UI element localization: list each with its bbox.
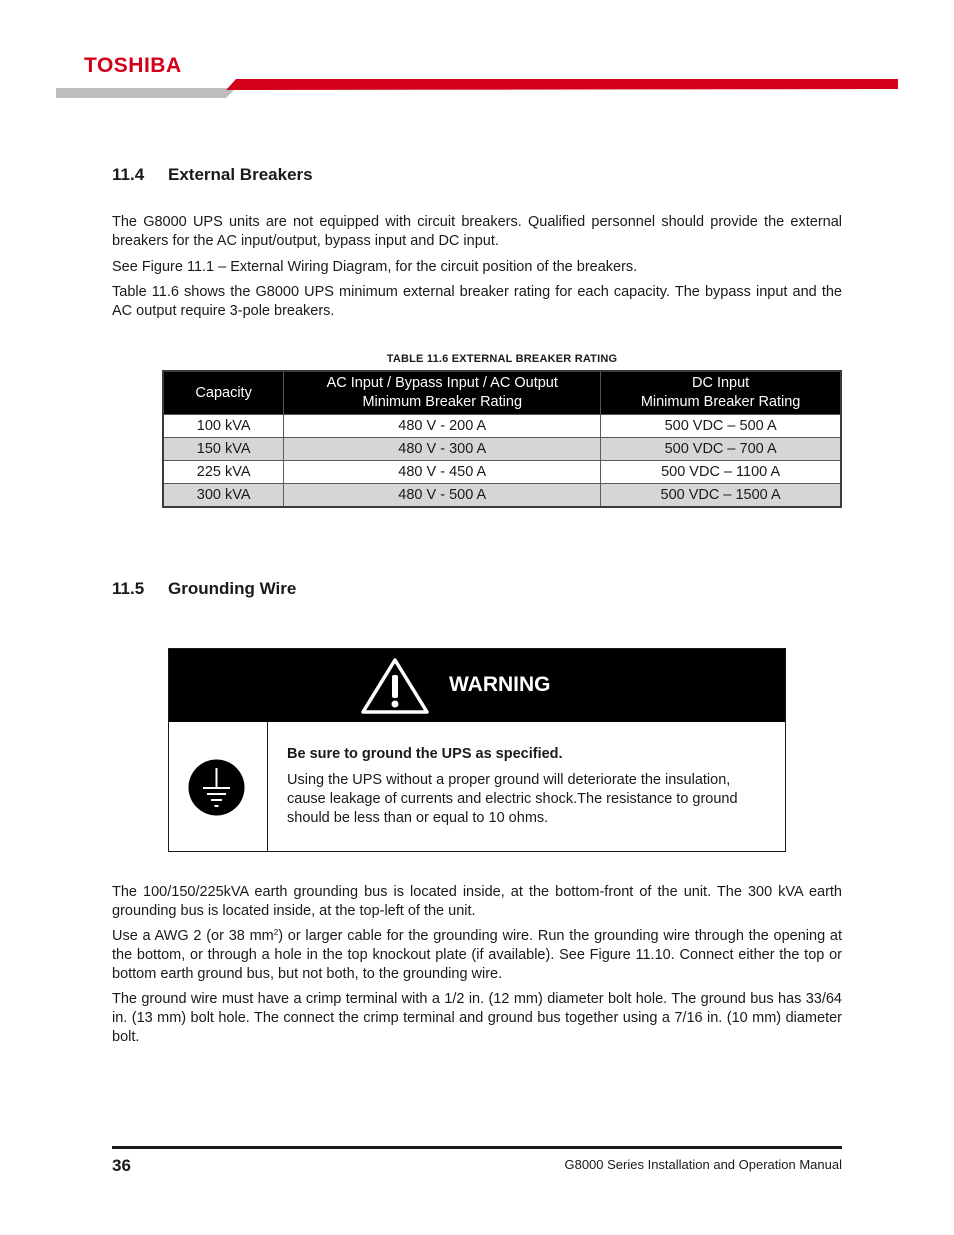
brand-logo: TOSHIBA	[84, 54, 182, 77]
table-cell: 480 V - 500 A	[284, 484, 601, 508]
section-heading-11-5	[112, 579, 296, 599]
paragraph: The G8000 UPS units are not equipped with circuit breakers. Qualified personnel should provide the external breakers for the AC input/output, bypass input and DC input.	[112, 214, 842, 249]
section-number: 11.4	[112, 165, 145, 184]
warning-box	[168, 648, 786, 852]
paragraph: The ground wire must have a crimp terminal with a 1/2 in. (12 mm) diameter bolt hole. The ground bus has 33/64 in. (13 mm) bolt hole. The connect the crimp terminal and ground bus together using a 7/16 in. (10 mm) diameter bolt.	[112, 991, 842, 1045]
table-cell: 500 VDC – 1100 A	[601, 461, 841, 484]
warning-emphasis: Be sure to ground the UPS as specified.	[287, 746, 563, 762]
superscript: 2	[273, 928, 279, 937]
warning-triangle-icon	[359, 656, 431, 716]
column-header: AC Input / Bypass Input / AC Output Minimum Breaker Rating	[284, 371, 601, 415]
section-title: External Breakers	[168, 165, 313, 184]
table-cell: 500 VDC – 500 A	[601, 415, 841, 438]
table-caption: TABLE 11.6 EXTERNAL BREAKER RATING	[386, 353, 618, 365]
table-cell: 225 kVA	[163, 461, 284, 484]
table-row	[163, 438, 841, 461]
column-header: Capacity	[163, 371, 284, 415]
table-cell: 500 VDC – 1500 A	[601, 484, 841, 508]
warning-title: WARNING	[449, 673, 551, 696]
table-row	[163, 461, 841, 484]
warning-header	[169, 649, 785, 722]
warning-text	[287, 745, 772, 828]
text-run: Use a AWG 2 (or 38 mm	[112, 928, 274, 944]
table-row	[163, 484, 841, 508]
page-number: 36	[112, 1156, 131, 1175]
paragraph	[112, 927, 842, 984]
table-cell: 500 VDC – 700 A	[601, 438, 841, 461]
warning-body: Using the UPS without a proper ground will deteriorate the insulation, cause leakage of currents and electric shock.The resistance to ground should be less than or equal to 10 ohms.	[287, 772, 738, 826]
warning-icon-cell	[169, 722, 268, 851]
table-cell: 150 kVA	[163, 438, 284, 461]
table-header-row	[163, 371, 841, 415]
section-title: Grounding Wire	[168, 579, 297, 598]
table-cell: 480 V - 450 A	[284, 461, 601, 484]
table-row	[163, 415, 841, 438]
column-header: DC Input Minimum Breaker Rating	[601, 371, 841, 415]
text-run: ) or larger cable for the grounding wire. Run the grounding wire through the opening at the bottom, or through a hole in the top knockout plate (if available). See Figure 11.10. Connect either the top or bottom earth ground bus, but not both, to the grounding wire.	[112, 928, 842, 982]
section-number: 11.5	[112, 579, 145, 598]
table-cell: 480 V - 300 A	[284, 438, 601, 461]
table-cell: 480 V - 200 A	[284, 415, 601, 438]
breaker-rating-table	[162, 370, 842, 508]
paragraph: See Figure 11.1 – External Wiring Diagram, for the circuit position of the breakers.	[112, 259, 638, 275]
paragraph: Table 11.6 shows the G8000 UPS minimum external breaker rating for each capacity. The bypass input and the AC output require 3-pole breakers.	[112, 284, 842, 319]
table-cell: 300 kVA	[163, 484, 284, 508]
footer-rule	[112, 1146, 842, 1149]
ground-symbol-icon	[188, 759, 245, 816]
table-cell: 100 kVA	[163, 415, 284, 438]
manual-title: G8000 Series Installation and Operation Manual	[564, 1157, 842, 1172]
section-heading-11-4	[112, 165, 313, 185]
paragraph: The 100/150/225kVA earth grounding bus is located inside, at the bottom-front of the unit. The 300 kVA earth grounding bus is located inside, at the top-left of the unit.	[112, 884, 842, 919]
